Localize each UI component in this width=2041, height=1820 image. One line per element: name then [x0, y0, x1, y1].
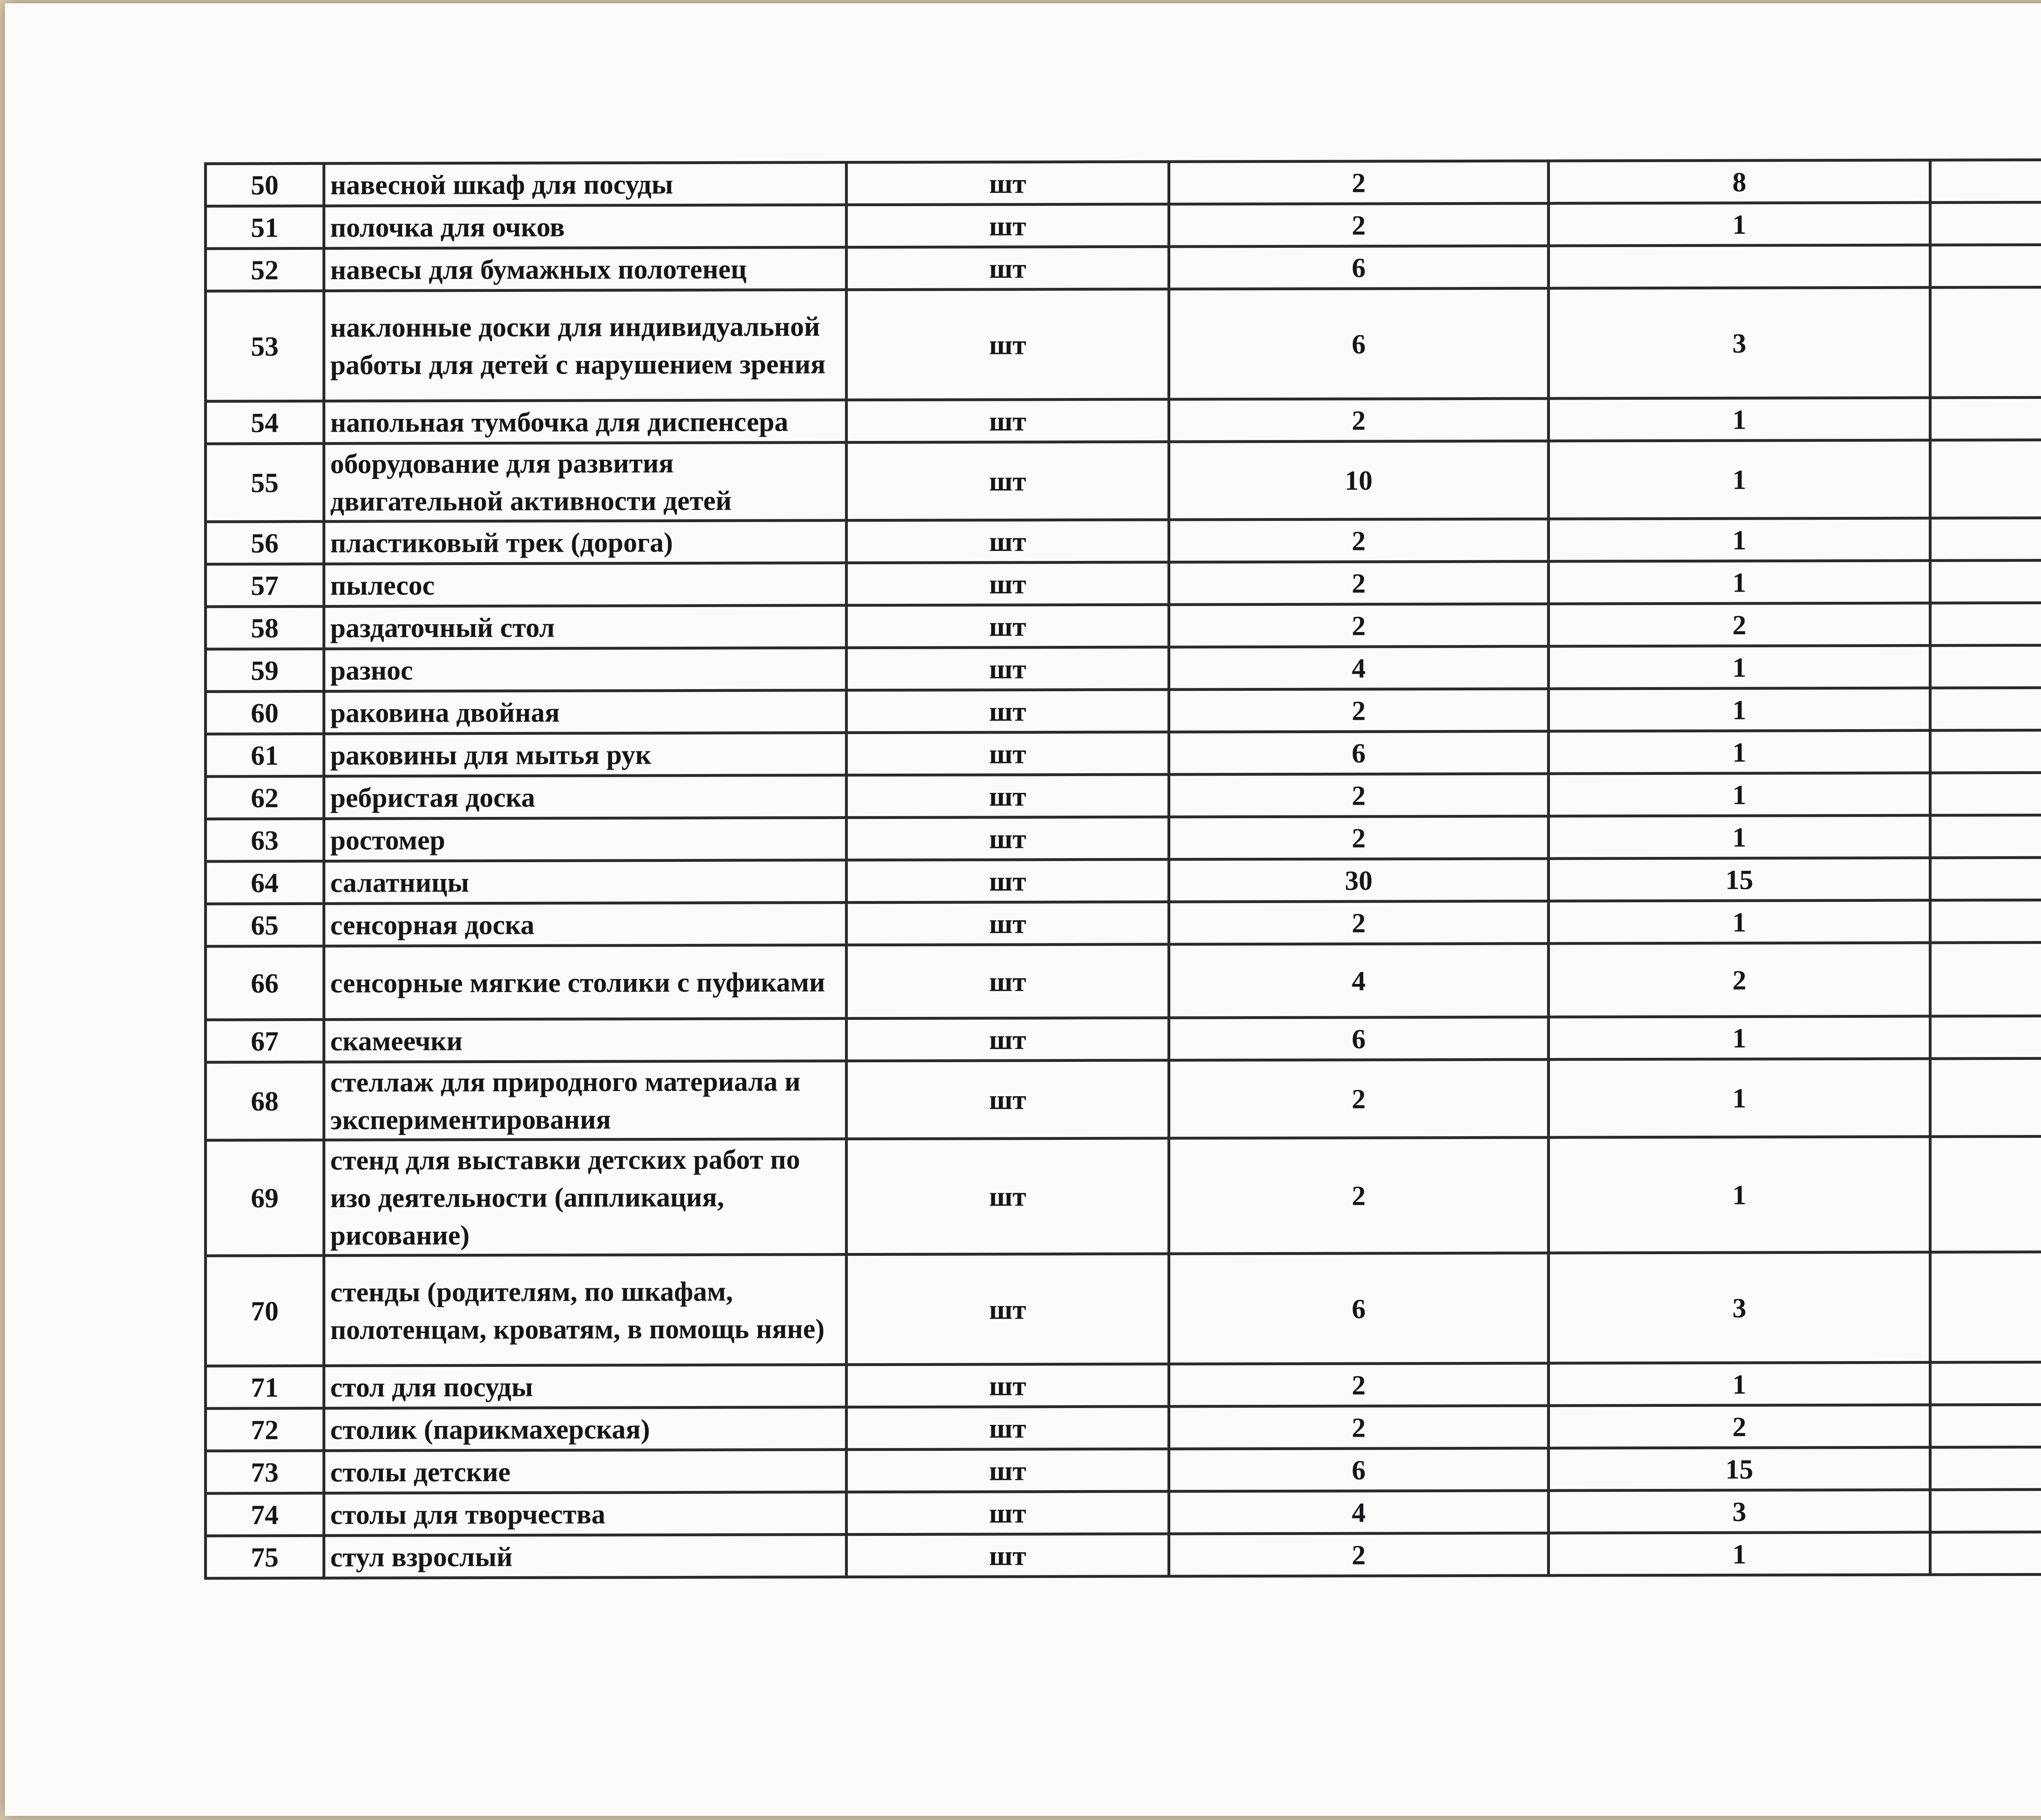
value-col-3 — [1930, 1058, 2041, 1137]
value-col-3 — [1930, 1489, 2041, 1532]
value-col-1: 6 — [1169, 1017, 1549, 1060]
value-col-3 — [1930, 645, 2041, 688]
value-col-3 — [1930, 1404, 2041, 1447]
value-col-1: 2 — [1169, 203, 1549, 247]
table-row — [206, 730, 2041, 777]
item-name: разнос — [324, 648, 847, 692]
value-col-2: 1 — [1549, 688, 1930, 731]
row-number: 67 — [206, 1019, 324, 1062]
item-unit: шт — [847, 817, 1169, 860]
item-name: полочка для очков — [324, 205, 847, 249]
item-name: столы детские — [324, 1450, 847, 1493]
value-col-2: 3 — [1549, 287, 1930, 398]
value-col-1: 2 — [1169, 398, 1549, 442]
table-row — [206, 645, 2041, 692]
value-col-1: 6 — [1169, 1448, 1549, 1491]
value-col-1: 6 — [1169, 1253, 1549, 1364]
value-col-1: 10 — [1169, 441, 1549, 520]
paper-sheet — [5, 3, 2041, 1816]
item-unit: шт — [847, 1254, 1169, 1365]
value-col-1: 4 — [1169, 943, 1549, 1018]
value-col-1: 2 — [1169, 816, 1549, 859]
value-col-2: 15 — [1549, 1447, 1930, 1491]
value-col-3 — [1930, 1251, 2041, 1362]
item-unit: шт — [847, 1364, 1169, 1407]
row-number: 63 — [206, 819, 324, 861]
value-col-2: 2 — [1549, 1405, 1930, 1448]
value-col-1: 2 — [1169, 161, 1549, 204]
item-unit: шт — [847, 162, 1169, 205]
row-number: 66 — [206, 946, 324, 1020]
item-name: пылесос — [324, 563, 847, 607]
value-col-2: 2 — [1549, 943, 1930, 1017]
value-col-2: 1 — [1549, 1059, 1930, 1137]
value-col-1: 4 — [1169, 1491, 1549, 1534]
value-col-3 — [1930, 772, 2041, 815]
row-number: 60 — [206, 691, 324, 734]
row-number: 59 — [206, 649, 324, 692]
row-number: 57 — [206, 564, 324, 607]
item-name: раздаточный стол — [324, 605, 847, 649]
item-unit: шт — [847, 1449, 1169, 1492]
value-col-2: 1 — [1549, 398, 1930, 441]
value-col-3 — [1930, 730, 2041, 773]
row-number: 61 — [206, 734, 324, 777]
value-col-2: 1 — [1549, 1362, 1930, 1406]
item-unit: шт — [847, 1060, 1169, 1139]
value-col-2: 1 — [1549, 815, 1930, 859]
table-row — [206, 814, 2041, 861]
item-unit: шт — [847, 690, 1169, 733]
table-row — [206, 439, 2041, 522]
table-row — [206, 1058, 2041, 1140]
value-col-3 — [1930, 899, 2041, 943]
item-name: стол для посуды — [324, 1365, 847, 1408]
item-name: наклонные доски для индивидуальной работы для детей с нарушением зрения — [324, 290, 847, 401]
value-col-3 — [1930, 814, 2041, 858]
value-col-2: 1 — [1549, 440, 1930, 519]
table-row — [206, 857, 2041, 904]
item-unit: шт — [847, 774, 1169, 818]
table-row — [206, 687, 2041, 734]
item-unit: шт — [847, 944, 1169, 1019]
item-unit: шт — [847, 1138, 1169, 1255]
item-unit: шт — [847, 1534, 1169, 1577]
table-row — [206, 244, 2041, 291]
item-name: столик (парикмахерская) — [324, 1407, 847, 1451]
row-number: 75 — [206, 1535, 324, 1578]
value-col-3 — [1930, 1531, 2041, 1575]
row-number: 70 — [206, 1255, 324, 1366]
row-number: 71 — [206, 1366, 324, 1408]
item-unit: шт — [847, 1406, 1169, 1450]
value-col-1: 2 — [1169, 604, 1549, 647]
value-col-2: 3 — [1549, 1490, 1930, 1533]
item-unit: шт — [847, 204, 1169, 247]
value-col-2: 1 — [1549, 1137, 1930, 1253]
item-unit: шт — [847, 859, 1169, 903]
value-col-3 — [1930, 159, 2041, 202]
item-name: навесы для бумажных полотенец — [324, 247, 847, 291]
table-row — [206, 287, 2041, 401]
value-col-3 — [1930, 687, 2041, 730]
value-col-2: 2 — [1549, 603, 1930, 646]
item-name: столы для творчества — [324, 1492, 847, 1536]
value-col-2: 3 — [1549, 1252, 1930, 1363]
table-row — [206, 1015, 2041, 1062]
item-name: стенд для выставки детских работ по изо деятельности (аппликация, рисование) — [324, 1139, 847, 1256]
row-number: 69 — [206, 1140, 324, 1256]
table-row — [206, 1446, 2041, 1493]
row-number: 54 — [206, 401, 324, 444]
value-col-3 — [1930, 439, 2041, 518]
item-name: пластиковый трек (дорога) — [324, 521, 847, 564]
value-col-1: 2 — [1169, 561, 1549, 605]
item-unit: шт — [847, 289, 1169, 400]
item-name: раковина двойная — [324, 690, 847, 734]
table-row — [206, 202, 2041, 249]
value-col-2: 1 — [1549, 1016, 1930, 1059]
item-unit: шт — [847, 902, 1169, 945]
value-col-1: 30 — [1169, 859, 1549, 902]
value-col-1: 2 — [1169, 1533, 1549, 1576]
item-name: ростомер — [324, 818, 847, 861]
table-row — [206, 942, 2041, 1020]
value-col-3 — [1930, 857, 2041, 900]
item-name: салатницы — [324, 860, 847, 904]
item-name: раковины для мытья рук — [324, 733, 847, 777]
value-col-1: 2 — [1169, 1137, 1549, 1254]
value-col-2: 1 — [1549, 561, 1930, 604]
item-unit: шт — [847, 732, 1169, 775]
value-col-3 — [1930, 942, 2041, 1016]
item-name: ребристая доска — [324, 775, 847, 819]
item-unit: шт — [847, 247, 1169, 290]
value-col-1: 2 — [1169, 901, 1549, 944]
value-col-1: 6 — [1169, 246, 1549, 289]
row-number: 68 — [206, 1062, 324, 1140]
table-row — [206, 1489, 2041, 1536]
value-col-1: 2 — [1169, 774, 1549, 817]
value-col-2: 8 — [1549, 160, 1930, 203]
item-unit: шт — [847, 562, 1169, 605]
value-col-2: 1 — [1549, 730, 1930, 774]
value-col-2: 15 — [1549, 858, 1930, 901]
value-col-3 — [1930, 1362, 2041, 1405]
value-col-1: 6 — [1169, 731, 1549, 774]
row-number: 65 — [206, 903, 324, 946]
table-row — [206, 1362, 2041, 1408]
row-number: 52 — [206, 248, 324, 291]
value-col-3 — [1930, 602, 2041, 645]
value-col-1: 2 — [1169, 1059, 1549, 1138]
item-name: навесной шкаф для посуды — [324, 162, 847, 206]
item-name: оборудование для развития двигательной активности детей — [324, 443, 847, 522]
value-col-3 — [1930, 244, 2041, 287]
value-col-1: 6 — [1169, 288, 1549, 399]
item-name: сенсорная доска — [324, 903, 847, 946]
item-name: сенсорные мягкие столики с пуфиками — [324, 945, 847, 1020]
row-number: 64 — [206, 861, 324, 904]
table-row — [206, 1251, 2041, 1366]
table-row — [206, 899, 2041, 946]
value-col-2 — [1549, 245, 1930, 288]
value-col-3 — [1930, 517, 2041, 561]
row-number: 62 — [206, 776, 324, 819]
table-row — [206, 159, 2041, 206]
value-col-3 — [1930, 202, 2041, 245]
value-col-1: 2 — [1169, 1406, 1549, 1449]
item-name: стеллаж для природного материала и экспериментирования — [324, 1061, 847, 1140]
table-row — [206, 1136, 2041, 1256]
row-number: 73 — [206, 1451, 324, 1493]
row-number: 53 — [206, 291, 324, 401]
table-row — [206, 560, 2041, 607]
value-col-2: 1 — [1549, 518, 1930, 561]
value-col-2: 1 — [1549, 1532, 1930, 1575]
item-unit: шт — [847, 520, 1169, 563]
table-row — [206, 1531, 2041, 1578]
inventory-table — [204, 158, 2041, 1580]
row-number: 50 — [206, 163, 324, 206]
value-col-2: 1 — [1549, 900, 1930, 943]
inventory-table-body — [206, 159, 2041, 1578]
item-name: напольная тумбочка для диспенсера — [324, 400, 847, 444]
item-unit: шт — [847, 647, 1169, 690]
value-col-3 — [1930, 1015, 2041, 1059]
row-number: 74 — [206, 1493, 324, 1536]
table-row — [206, 517, 2041, 564]
item-unit: шт — [847, 399, 1169, 443]
value-col-2: 1 — [1549, 202, 1930, 246]
item-name: стенды (родителям, по шкафам, полотенцам, кроватям, в помощь няне) — [324, 1255, 847, 1366]
value-col-1: 2 — [1169, 1363, 1549, 1406]
value-col-1: 4 — [1169, 646, 1549, 690]
value-col-3 — [1930, 1136, 2041, 1252]
value-col-3 — [1930, 287, 2041, 398]
table-row — [206, 602, 2041, 649]
value-col-3 — [1930, 1446, 2041, 1490]
value-col-2: 1 — [1549, 773, 1930, 816]
value-col-1: 2 — [1169, 689, 1549, 732]
table-row — [206, 397, 2041, 444]
row-number: 56 — [206, 521, 324, 564]
value-col-3 — [1930, 397, 2041, 440]
item-unit: шт — [847, 605, 1169, 648]
row-number: 72 — [206, 1408, 324, 1451]
item-unit: шт — [847, 1018, 1169, 1061]
value-col-3 — [1930, 560, 2041, 603]
value-col-1: 2 — [1169, 519, 1549, 562]
table-row — [206, 1404, 2041, 1451]
row-number: 51 — [206, 206, 324, 249]
row-number: 55 — [206, 443, 324, 522]
item-unit: шт — [847, 442, 1169, 521]
row-number: 58 — [206, 606, 324, 649]
item-unit: шт — [847, 1491, 1169, 1535]
item-name: скамеечки — [324, 1019, 847, 1062]
value-col-2: 1 — [1549, 645, 1930, 689]
item-name: стул взрослый — [324, 1535, 847, 1578]
table-row — [206, 772, 2041, 819]
